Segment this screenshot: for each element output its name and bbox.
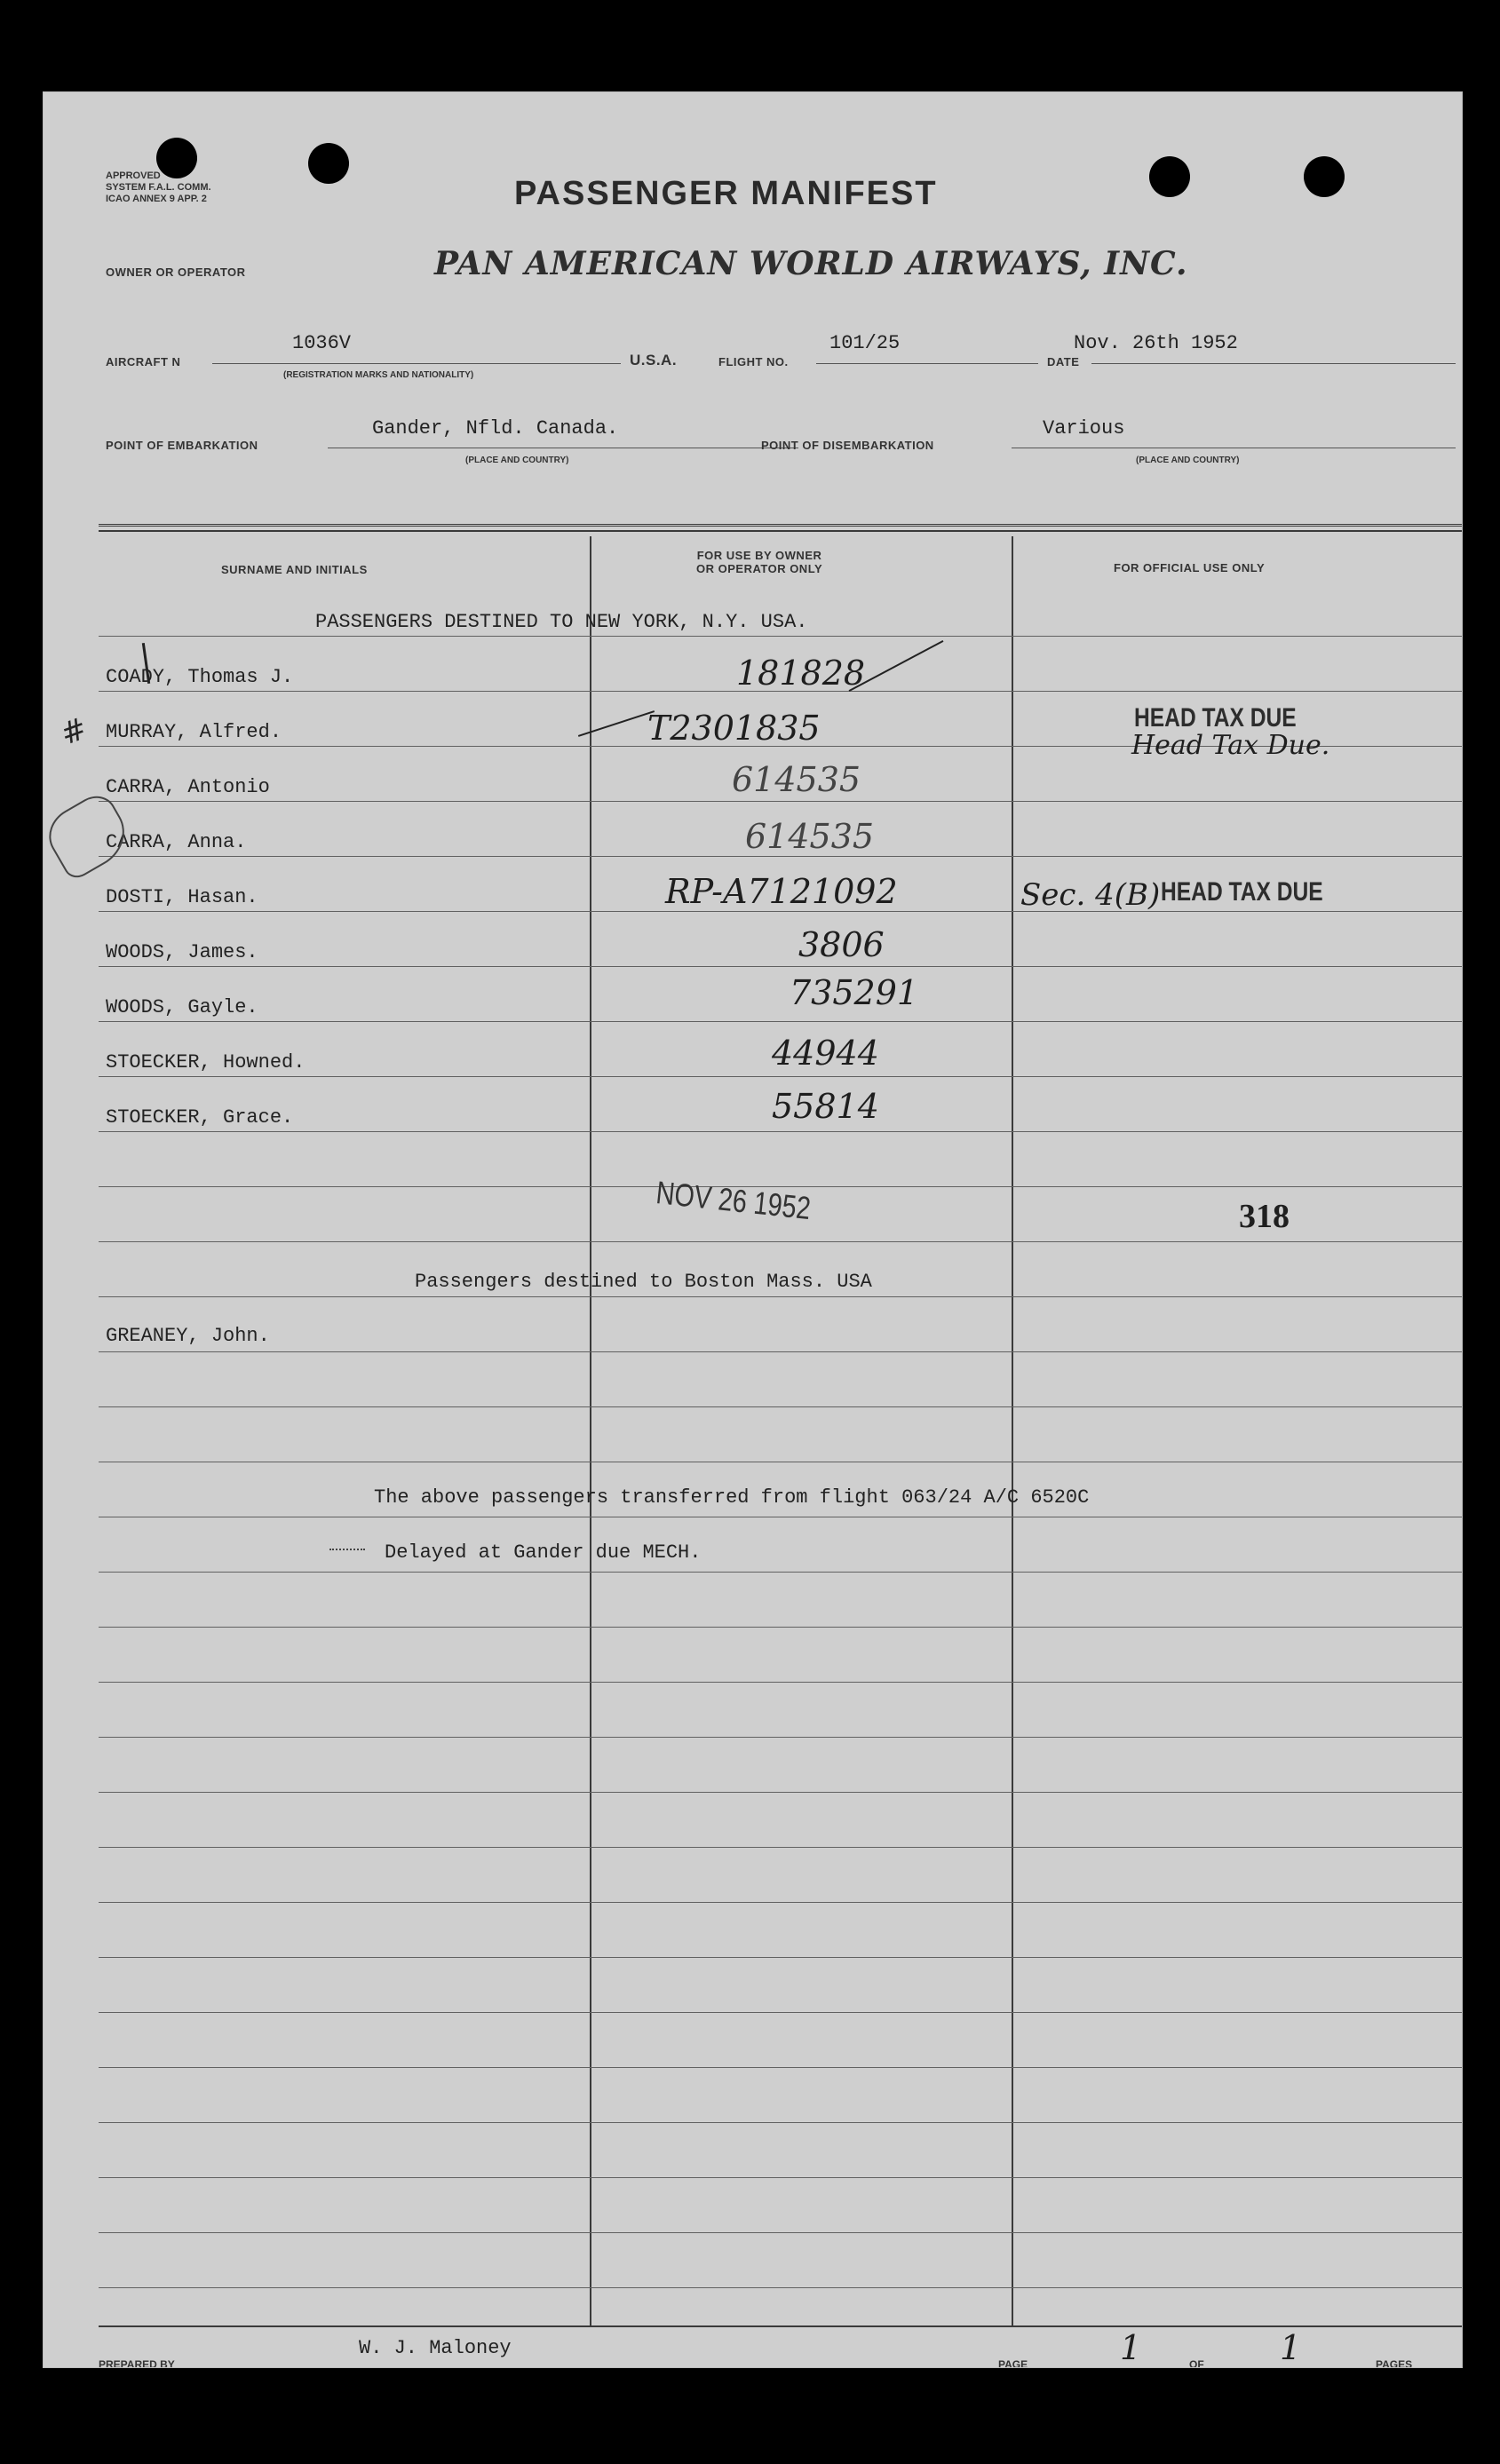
column-header-owner-use: [696, 549, 822, 575]
row-rule: [99, 1131, 1463, 1132]
passenger-number: 3806: [798, 925, 885, 964]
passenger-number: 735291: [790, 973, 919, 1012]
row-rule: [99, 2067, 1463, 2068]
margin-scribble: [43, 788, 137, 883]
flight-underline: [816, 363, 1038, 364]
footer-rule: [99, 2325, 1463, 2327]
row-rule: [99, 1406, 1463, 1407]
row-rule: [99, 856, 1463, 857]
section-note: Sec. 4(B): [1020, 877, 1161, 913]
disembarkation-label: POINT OF DISEMBARKATION: [761, 439, 934, 452]
row-rule: [99, 1627, 1463, 1628]
passenger-name: CARRA, Anna.: [106, 831, 247, 853]
registration-caption: (REGISTRATION MARKS AND NATIONALITY): [283, 370, 474, 380]
passenger-number: RP-A7121092: [665, 872, 898, 911]
aircraft-label: AIRCRAFT N: [106, 355, 181, 368]
owner-label: OWNER OR OPERATOR: [106, 265, 246, 279]
margin-hash-mark: #: [56, 710, 92, 753]
row-rule: [99, 2012, 1463, 2013]
aircraft-underline: [212, 363, 621, 364]
head-tax-stamp: HEAD TAX DUE: [1161, 877, 1323, 907]
remark-transfer: The above passengers transferred from flight 063/24 A/C 6520C: [374, 1486, 1090, 1509]
header-rule: [99, 524, 1463, 527]
nationality-text: U.S.A.: [630, 352, 678, 368]
owner-value: PAN AMERICAN WORLD AIRWAYS, INC.: [434, 245, 1188, 282]
row-rule: [99, 636, 1463, 637]
date-value: Nov. 26th 1952: [1074, 332, 1238, 354]
approval-line-3: ICAO ANNEX 9 APP. 2: [106, 194, 207, 204]
column-header-owner-use-line-1: FOR USE BY OWNER: [696, 549, 822, 562]
passenger-number: 614535: [745, 817, 875, 856]
of-value: 1: [1280, 2328, 1302, 2367]
passenger-name: WOODS, James.: [106, 941, 258, 963]
row-rule: [99, 2177, 1463, 2178]
header-rule-2: [99, 530, 1463, 532]
disembarkation-caption: (PLACE AND COUNTRY): [1136, 456, 1240, 465]
column-divider-2: [1012, 536, 1013, 2325]
approval-note: [106, 170, 211, 205]
passenger-number: 614535: [732, 760, 861, 799]
row-rule: [99, 2232, 1463, 2233]
column-divider-1: [590, 536, 591, 2325]
passenger-name: STOECKER, Howned.: [106, 1051, 306, 1074]
head-tax-stamp: HEAD TAX DUE: [1134, 703, 1297, 733]
passenger-number: T2301835: [647, 709, 821, 748]
aircraft-value: 1036V: [292, 332, 352, 354]
section-header-boston: Passengers destined to Boston Mass. USA: [415, 1271, 872, 1293]
row-rule: [99, 1792, 1463, 1793]
embarkation-caption: (PLACE AND COUNTRY): [465, 456, 569, 465]
prepared-by-value: W. J. Maloney: [359, 2337, 512, 2359]
passenger-name: STOECKER, Grace.: [106, 1106, 294, 1129]
page-value: 1: [1120, 2328, 1142, 2367]
column-header-official: FOR OFFICIAL USE ONLY: [1114, 561, 1266, 574]
row-rule: [99, 1076, 1463, 1077]
dotted-mark: [329, 1549, 365, 1550]
row-rule: [99, 1296, 1463, 1297]
passenger-name: COADY, Thomas J.: [106, 666, 294, 688]
passenger-number: 55814: [772, 1087, 879, 1126]
embarkation-label: POINT OF EMBARKATION: [106, 439, 258, 452]
row-rule: [99, 1957, 1463, 1958]
of-label: OF: [1189, 2358, 1204, 2368]
row-rule: [99, 1021, 1463, 1022]
passenger-name: DOSTI, Hasan.: [106, 886, 258, 908]
column-header-surname: SURNAME AND INITIALS: [221, 563, 368, 576]
passenger-number: 181828: [736, 654, 866, 693]
row-rule: [99, 2122, 1463, 2123]
date-underline: [1091, 363, 1456, 364]
punch-hole-left-2: [308, 143, 349, 184]
prepared-by-label: PREPARED BY: [99, 2358, 175, 2368]
passenger-number: 44944: [772, 1034, 879, 1073]
passenger-name: CARRA, Antonio: [106, 776, 270, 798]
pages-label: PAGES: [1376, 2358, 1413, 2368]
disembarkation-value: Various: [1043, 417, 1125, 440]
page-title: PASSENGER MANIFEST: [514, 175, 938, 212]
row-rule: [99, 1847, 1463, 1848]
punch-hole-right-2: [1304, 156, 1345, 197]
row-rule: [99, 2287, 1463, 2288]
row-rule: [99, 1682, 1463, 1683]
official-number: 318: [1239, 1198, 1290, 1235]
passenger-name: MURRAY, Alfred.: [106, 721, 282, 743]
approval-line-2: SYSTEM F.A.L. COMM.: [106, 182, 211, 193]
section-header-new-york: PASSENGERS DESTINED TO NEW YORK, N.Y. USA.: [315, 611, 808, 633]
row-rule: [99, 1737, 1463, 1738]
approval-line-1: APPROVED: [106, 170, 161, 181]
date-label: DATE: [1047, 355, 1080, 368]
column-header-owner-use-line-2: OR OPERATOR ONLY: [696, 562, 823, 575]
row-rule: [99, 1241, 1463, 1242]
embarkation-value: Gander, Nfld. Canada.: [372, 417, 619, 440]
remark-delay: Delayed at Gander due MECH.: [385, 1541, 702, 1564]
flight-label: FLIGHT NO.: [718, 355, 789, 368]
row-rule: [99, 1572, 1463, 1573]
head-tax-handwritten: Head Tax Due.: [1131, 730, 1330, 761]
row-rule: [99, 1902, 1463, 1903]
row-rule: [99, 911, 1463, 912]
punch-hole-right-1: [1149, 156, 1190, 197]
row-rule: [99, 1351, 1463, 1352]
flight-value: 101/25: [829, 332, 901, 354]
page-label: PAGE: [998, 2358, 1028, 2368]
passenger-name: GREANEY, John.: [106, 1325, 270, 1347]
passenger-name: WOODS, Gayle.: [106, 996, 258, 1018]
manifest-sheet: [43, 91, 1463, 2368]
row-rule: [99, 966, 1463, 967]
date-stamp: NOV 26 1952: [654, 1174, 813, 1227]
row-rule: [99, 801, 1463, 802]
